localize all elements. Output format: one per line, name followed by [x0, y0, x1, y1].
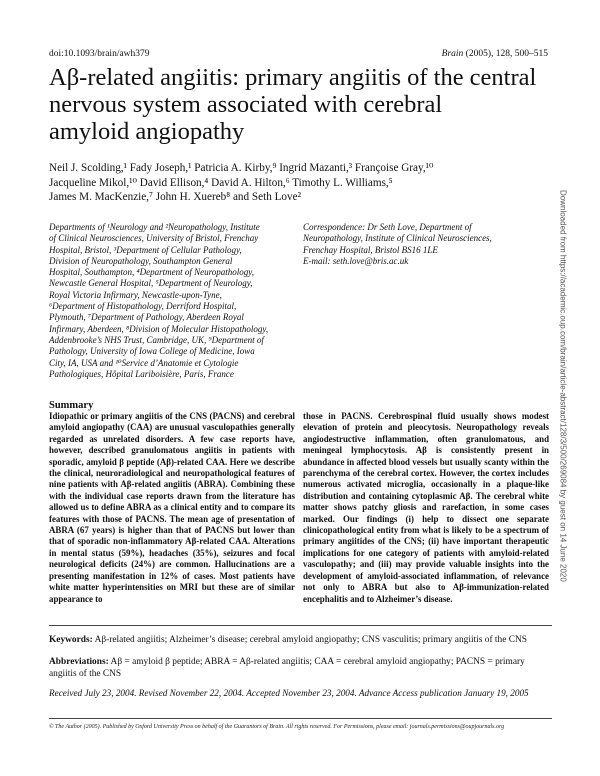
summary-heading: Summary — [49, 400, 94, 411]
affiliation-line: Plymouth, ⁷Department of Pathology, Aberdeen Royal — [49, 312, 244, 323]
keywords-text: Aβ-related angiitis; Alzheimer’s disease; cerebral amyloid angiopathy; CNS vasculitis; primary angiitis of the CNS — [92, 635, 527, 645]
correspondence-line: Neuropathology, Institute of Clinical Neurosciences, — [303, 233, 492, 244]
affiliation-line: Division of Neuropathology, Southampton General — [49, 255, 233, 266]
download-note[interactable]: Downloaded from https://academic.oup.com/brain/article-abstract/128/3/500/269084 by guest on 14 June 2020 — [558, 190, 568, 582]
author-list — [49, 161, 519, 205]
summary-column-right: those in PACNS. Cerebrospinal fluid usually shows modest elevation of protein and pleocytosis. Neuropathology reveals angiodestructive inflammation, often granulomatous, and meningeal lymphocytosis. Aβ is consistently present in abundance in affected blood vessels but usually scanty within the parenchyma of the cerebral cortex. However, the cortex includes numerous activated microglia, occasionally in a plaque-like distribution and containing cytoplasmic Aβ. The cerebral white matter shows patchy gliosis and rarefaction, in some cases marked. Our findings (i) help to dissect one separate clinicopathological entity from what is likely to be a spectrum of primary angiitides of the CNS; (ii) have important therapeutic implications for one category of patients with amyloid-related vasculopathy; and (iii) may provide valuable insights into the development of amyloid-associated inflammation, of relevance not only to ABRA but also to Aβ-immunization-related encephalitis and to Alzheimer’s disease. — [303, 411, 549, 604]
title-line: amyloid angiopathy — [49, 118, 245, 145]
affiliation-line: Departments of ¹Neurology and ²Neuropathology, Institute — [49, 222, 260, 232]
author-line: Jacqueline Mikol,¹⁰ David Ellison,⁴ David A. Hilton,⁶ Timothy L. Williams,⁵ — [49, 176, 393, 189]
abbreviations-label: Abbreviations: — [49, 657, 109, 667]
affiliation-line: Pathologiques, Hôpital Lariboisière, Paris, France — [49, 368, 234, 379]
keywords — [49, 634, 552, 646]
affiliation-line: Royal Victoria Infirmary, Newcastle-upon-Tyne, — [49, 289, 222, 300]
doi: doi:10.1093/brain/awh379 — [49, 49, 150, 59]
affiliation-line: Pathology, University of Iowa College of Medicine, Iowa — [49, 346, 255, 357]
affiliation-line: Infirmary, Aberdeen, ⁸Division of Molecular Histopathology, — [49, 323, 269, 334]
author-line: Neil J. Scolding,¹ Fady Joseph,¹ Patricia A. Kirby,⁹ Ingrid Mazanti,³ Françoise Gray,¹⁰ — [49, 162, 434, 174]
divider — [49, 625, 552, 626]
keywords-label: Keywords: — [49, 635, 93, 645]
correspondence-email-line[interactable]: E-mail: seth.love@bris.ac.uk — [303, 255, 409, 266]
affiliation-line: Newcastle General Hospital, ⁵Department of Neurology, — [49, 278, 253, 289]
title-line: nervous system associated with cerebral — [49, 91, 443, 118]
abbreviations — [49, 656, 552, 680]
affiliation-line: City, IA, USA and ¹⁰Service d’Anatomie et Cytologie — [49, 357, 239, 368]
divider — [49, 718, 552, 719]
correspondence — [303, 222, 533, 267]
title-line: Aβ-related angiitis: primary angiitis of the central — [49, 64, 537, 91]
copyright-footer: © The Author (2005). Published by Oxford University Press on behalf of the Guarantors of Brain. All rights reserved. For Permissions, please email: journals.permissions@oupjournals.org — [49, 724, 505, 730]
affiliations — [49, 222, 295, 380]
affiliation-line: Hospital, Bristol, ³Department of Cellular Pathology, — [49, 244, 242, 255]
affiliation-line: of Clinical Neurosciences, University of Bristol, Frenchay — [49, 233, 259, 244]
download-watermark — [556, 190, 570, 610]
journal-volume-pages: (2005), 128, 500–515 — [465, 49, 548, 59]
abbreviations-text: Aβ = amyloid β peptide; ABRA = Aβ-related angiitis; CAA = cerebral amyloid angiopathy; PACNS = primary angiitis of the CNS — [49, 657, 525, 679]
affiliation-line: ⁶Department of Histopathology, Derriford Hospital, — [49, 301, 237, 312]
summary-column-left: Idiopathic or primary angiitis of the CNS (PACNS) and cerebral amyloid angiopathy (CAA) are unusual vasculopathies generally regarded as unrelated disorders. A few case reports have, however, described granulomatous angiitis in patients with sporadic, amyloid β peptide (Aβ)-related CAA. Here we describe the clinical, neuroradiological and neuropathological features of nine patients with Aβ-related angiitis (ABRA). Combining these with the individual case reports drawn from the literature has allowed us to define ABRA as a clinical entity and to compare its features with those of PACNS. The mean age of presentation of ABRA (67 years) is higher than that of PACNS but lower than that of sporadic non-inflammatory Aβ-related CAA. Alterations in mental status (59%), headaches (35%), seizures and focal neurological deficits (24%) are common. Hallucinations are a presenting manifestation in 12% of cases. Most patients have white matter hyperintensities on MRI but these are of similar appearance to — [49, 411, 295, 604]
article-title — [49, 64, 559, 145]
journal-citation — [442, 49, 548, 59]
affiliation-line: Hospital, Southampton, ⁴Department of Neuropathology, — [49, 267, 255, 278]
correspondence-line: Frenchay Hospital, Bristol BS16 1LE — [303, 244, 438, 255]
affiliation-line: Addenbrooke’s NHS Trust, Cambridge, UK, ⁹Department of — [49, 334, 264, 345]
received-dates: Received July 23, 2004. Revised November 22, 2004. Accepted November 23, 2004. Advance Access publication January 19, 2005 — [49, 688, 529, 698]
correspondence-line: Correspondence: Dr Seth Love, Department of — [303, 222, 472, 232]
author-line: James M. MacKenzie,⁷ John H. Xuereb⁸ and Seth Love² — [49, 191, 301, 204]
journal-name: Brain — [441, 49, 464, 59]
